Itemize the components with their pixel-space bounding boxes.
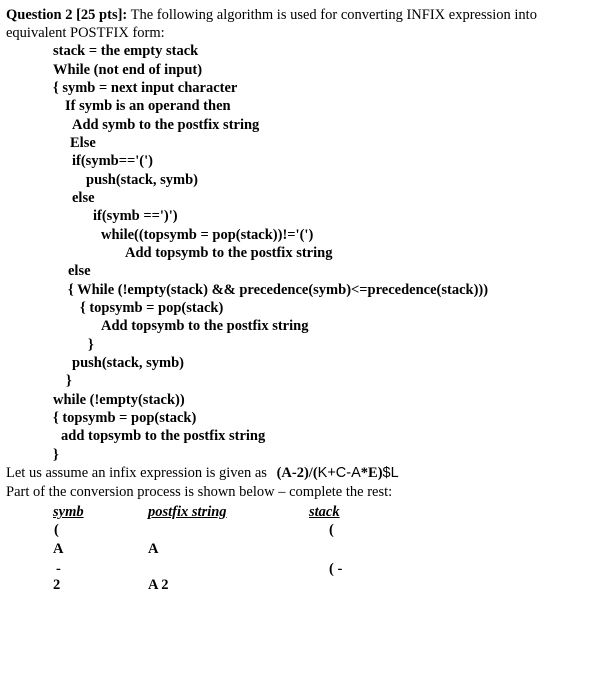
- algo-line: while((topsymb = pop(stack))!='('): [101, 227, 314, 243]
- question-line-1: [6, 6, 537, 24]
- assume-line: [6, 464, 399, 482]
- algo-line: else: [68, 263, 91, 279]
- header-stack: stack: [309, 504, 340, 520]
- algo-line: add topsymb to the postfix string: [61, 428, 266, 444]
- algo-line: If symb is an operand then: [65, 98, 231, 114]
- row-symb: (: [54, 522, 59, 538]
- algo-line: if(symb ==')'): [93, 208, 178, 224]
- algo-line: stack = the empty stack: [53, 43, 199, 59]
- question-line-2: [6, 24, 165, 42]
- part-text: Part of the conversion process is shown below – complete the rest:: [6, 484, 393, 500]
- algo-line: While (not end of input): [53, 62, 203, 78]
- algo-line: while (!empty(stack)): [53, 392, 185, 408]
- algo-line: { topsymb = pop(stack): [80, 300, 224, 316]
- expression-part-4: *E): [360, 465, 383, 481]
- expression-part-5: $L: [382, 465, 399, 481]
- expression-part-1: (A-2)/(: [276, 465, 318, 481]
- algo-line: { While (!empty(stack) && precedence(symb)<=precedence(stack))): [68, 282, 489, 298]
- expression-part-2: K+C-: [317, 465, 352, 481]
- algo-line: else: [72, 190, 95, 206]
- algo-line: Add symb to the postfix string: [72, 117, 260, 133]
- question-text-2: equivalent POSTFIX form:: [6, 25, 165, 41]
- row-stack: (: [329, 522, 334, 538]
- row-postfix: A 2: [148, 577, 169, 593]
- assume-text: Let us assume an infix expression is given as: [6, 465, 267, 481]
- algo-line: if(symb=='('): [72, 153, 153, 169]
- row-symb: -: [56, 561, 61, 577]
- header-symb: symb: [53, 504, 84, 520]
- algo-line: { topsymb = pop(stack): [53, 410, 197, 426]
- part-line: [6, 483, 392, 501]
- algo-line: }: [53, 447, 59, 463]
- row-stack: ( -: [329, 561, 343, 577]
- algo-line: Add topsymb to the postfix string: [125, 245, 333, 261]
- row-postfix: A: [148, 541, 159, 557]
- row-symb: 2: [53, 577, 61, 593]
- algo-line: push(stack, symb): [86, 172, 198, 188]
- expression-part-3: A: [351, 465, 361, 481]
- algo-line: Add topsymb to the postfix string: [101, 318, 309, 334]
- question-text-1: The following algorithm is used for converting INFIX expression into: [130, 7, 537, 23]
- algo-line: Else: [70, 135, 96, 151]
- row-symb: A: [53, 541, 64, 557]
- algo-line: }: [88, 337, 94, 353]
- question-label: Question 2 [25 pts]:: [6, 7, 128, 23]
- algo-line: push(stack, symb): [72, 355, 184, 371]
- header-postfix: postfix string: [148, 504, 227, 520]
- algo-line: }: [66, 373, 72, 389]
- algo-line: { symb = next input character: [53, 80, 238, 96]
